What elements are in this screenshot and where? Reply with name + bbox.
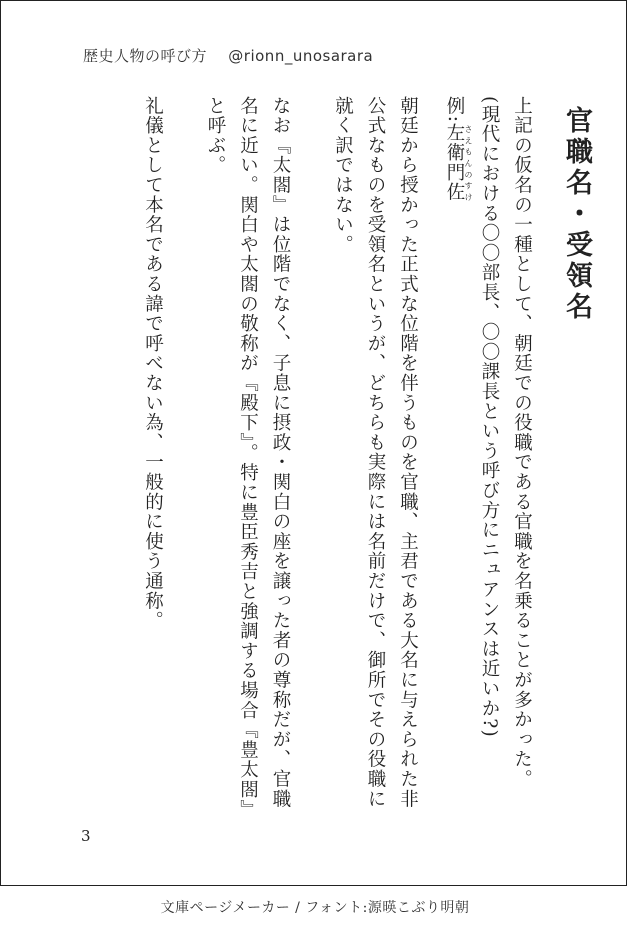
paragraph-1: 上記の仮名の一種として、朝廷での役職である官職を名乗ることが多かった。 bbox=[511, 96, 533, 789]
page-number: 3 bbox=[81, 827, 91, 845]
example-ruby: さえもんのすけ bbox=[464, 123, 473, 203]
header-title: 歴史人物の呼び方 bbox=[83, 47, 208, 65]
author-handle: @rionn_unosarara bbox=[228, 47, 374, 65]
footer-credit: 文庫ページメーカー / フォント:源暎こぶり明朝 bbox=[160, 900, 470, 916]
example-word: 左衛門佐 さえもんのすけ bbox=[444, 123, 473, 203]
page-header bbox=[83, 45, 373, 66]
example-prefix: 例: bbox=[444, 96, 465, 124]
example-line bbox=[438, 96, 473, 826]
section-title: 官職名・受領名 bbox=[561, 106, 592, 323]
paragraph-5: 礼儀として本名である諱で呼べない為、一般的に使う通称。 bbox=[142, 96, 164, 631]
paragraph-3: 朝廷から授かった正式な位階を伴うものを官職、主君である大名に与えられた非公式なものを受領名というが、どちらも実際には名前だけで、御所でその役職に就く訳ではない。 bbox=[332, 96, 419, 809]
paragraph-4: なお『太閤』は位階でなく、子息に摂政・関白の座を譲った者の尊称だが、官職名に近い。関白や太閤の敬称が『殿下』。特に豊臣秀吉と強調する場合『豊太閤』と呼ぶ。 bbox=[205, 96, 291, 820]
paragraph-2: (現代における〇〇部長、〇〇課長という呼び方にニュアンスは近いか?) bbox=[479, 96, 500, 739]
vertical-body-text bbox=[72, 96, 592, 826]
